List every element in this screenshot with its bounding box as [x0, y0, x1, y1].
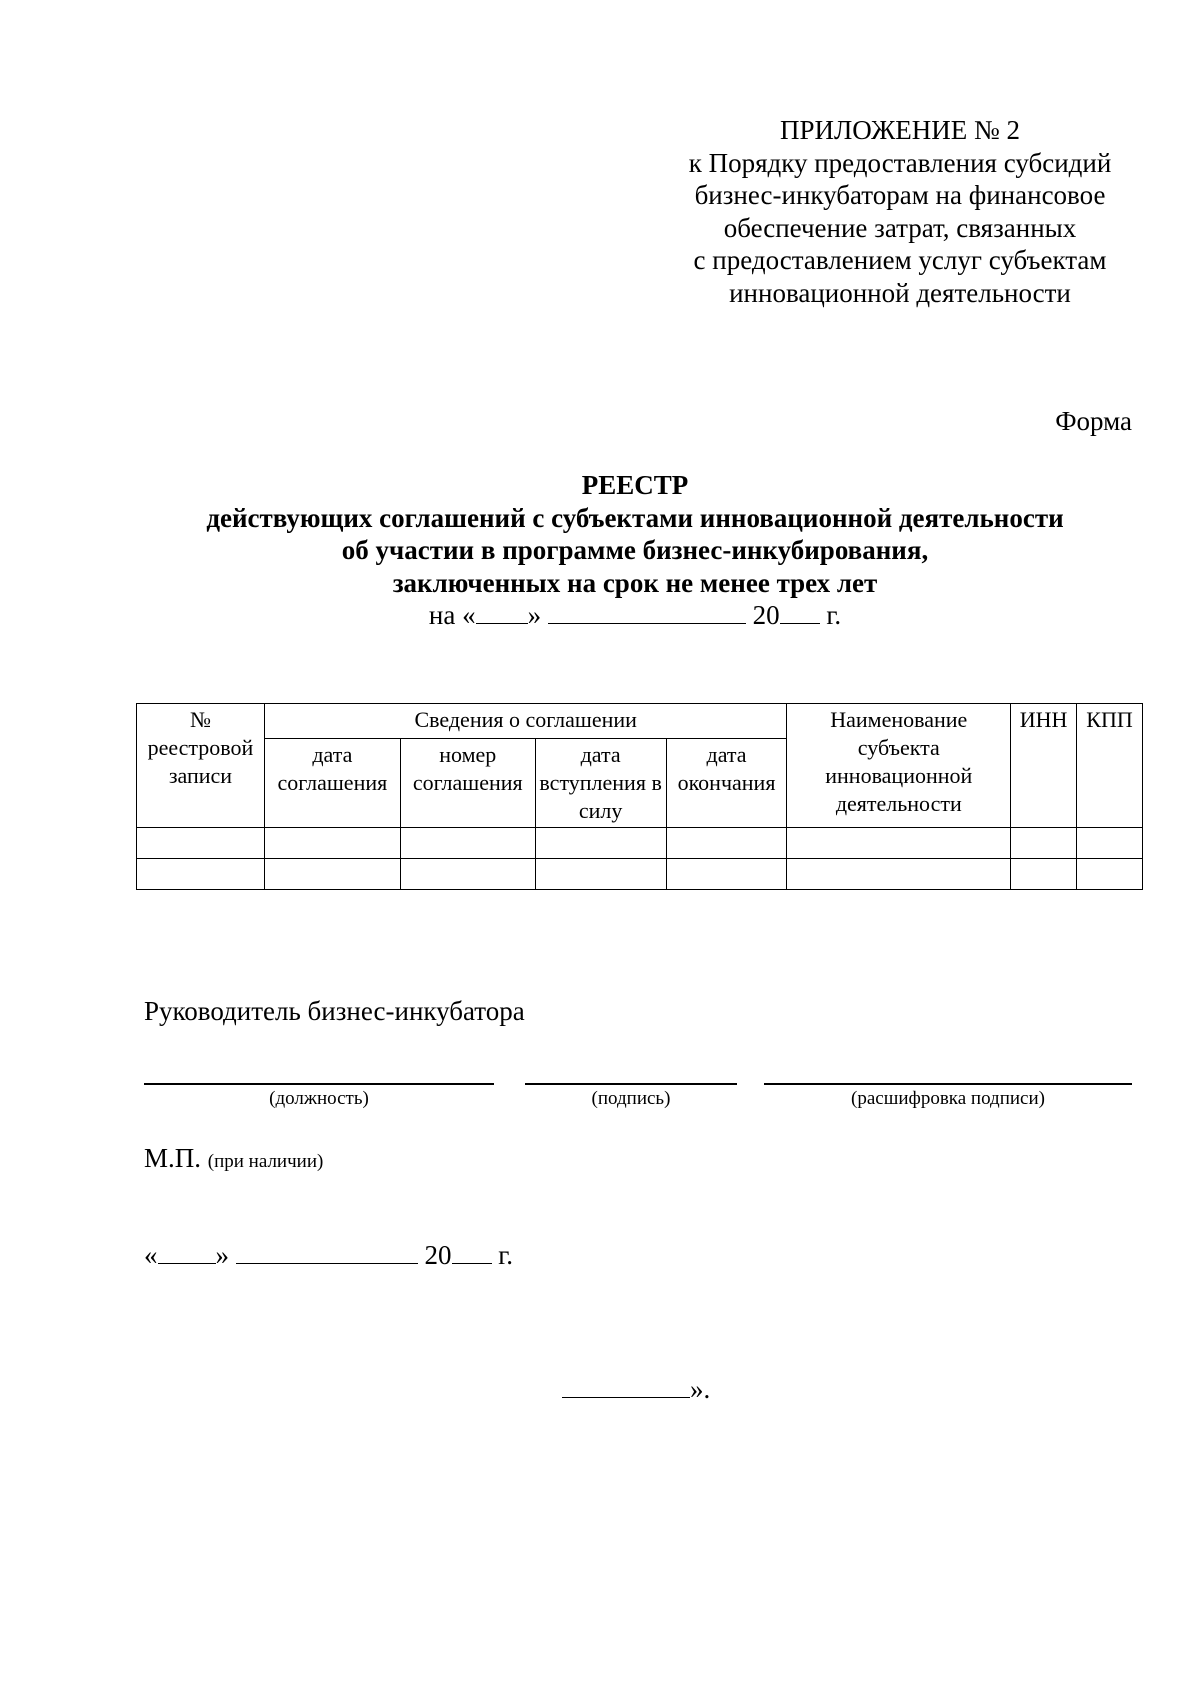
header-effective-date: дата вступления в силу: [535, 739, 666, 828]
year-blank[interactable]: [452, 1241, 492, 1264]
table-cell[interactable]: [137, 859, 265, 890]
appendix-line: обеспечение затрат, связанных: [723, 212, 1077, 243]
header-subject-name: Наименование субъекта инновационной деятельности: [787, 704, 1011, 828]
month-blank: [548, 601, 746, 624]
table-cell[interactable]: [400, 859, 535, 890]
day-blank: [476, 601, 528, 624]
signature-caption: (подпись): [591, 1088, 671, 1109]
registry-table: [136, 703, 1143, 890]
table-cell[interactable]: [137, 828, 265, 859]
document-title: [0, 469, 1200, 632]
table-cell[interactable]: [264, 828, 400, 859]
header-agreement-date: дата соглашения: [264, 739, 400, 828]
position-caption: (должность): [269, 1088, 369, 1109]
date-prefix: на «: [428, 600, 476, 630]
table-cell[interactable]: [787, 859, 1011, 890]
stamp-label: М.П.: [144, 1143, 202, 1173]
title-line: действующих соглашений с субъектами инновационной деятельности: [206, 502, 1064, 533]
form-label: Форма: [1055, 406, 1132, 436]
appendix-line: с предоставлением услуг субъектам: [693, 245, 1107, 275]
table-cell[interactable]: [666, 828, 787, 859]
date-close: »: [215, 1240, 229, 1270]
stamp-place: [144, 1143, 323, 1174]
header-kpp: КПП: [1077, 704, 1143, 828]
end-blank: [562, 1375, 690, 1398]
signature-decoding-caption: (расшифровка подписи): [851, 1088, 1045, 1109]
table-row: [137, 828, 1143, 859]
appendix-line: бизнес-инкубаторам на финансовое: [694, 180, 1106, 210]
table-cell[interactable]: [1011, 859, 1077, 890]
table-cell[interactable]: [535, 859, 666, 890]
position-line[interactable]: [144, 1083, 494, 1085]
appendix-line: инновационной деятельности: [729, 277, 1071, 308]
title-heading: РЕЕСТР: [581, 470, 689, 500]
end-quote: ».: [690, 1374, 711, 1404]
table-cell[interactable]: [787, 828, 1011, 859]
signature-date: [144, 1240, 513, 1271]
table-cell[interactable]: [1077, 828, 1143, 859]
day-blank[interactable]: [158, 1241, 216, 1264]
header-end-date: дата окончания: [666, 739, 787, 828]
header-row: [137, 704, 1143, 739]
title-line: заключенных на срок не менее трех лет: [392, 567, 878, 598]
year-blank: [780, 601, 820, 624]
title-line: об участии в программе бизнес-инкубирования,: [341, 535, 929, 565]
date-year: 20: [424, 1240, 452, 1270]
appendix-line: к Порядку предоставления субсидий: [688, 147, 1112, 178]
stamp-note: (при наличии): [207, 1151, 324, 1172]
date-year: 20: [752, 600, 780, 630]
table-cell[interactable]: [535, 828, 666, 859]
title-date-line: [0, 599, 1200, 632]
date-suffix: г.: [826, 600, 842, 630]
header-record-number: № реестровой записи: [137, 704, 265, 828]
appendix-header: [640, 114, 1160, 309]
signer-title: Руководитель бизнес-инкубатора: [144, 996, 525, 1026]
header-inn: ИНН: [1011, 704, 1077, 828]
table-cell[interactable]: [264, 859, 400, 890]
header-agreement-number: номер соглашения: [400, 739, 535, 828]
signature-line[interactable]: [525, 1083, 737, 1085]
month-blank[interactable]: [236, 1241, 418, 1264]
table-cell[interactable]: [1077, 859, 1143, 890]
appendix-line: ПРИЛОЖЕНИЕ № 2: [779, 115, 1021, 145]
table-cell[interactable]: [666, 859, 787, 890]
date-mid: »: [527, 600, 542, 630]
table-cell[interactable]: [1011, 828, 1077, 859]
date-open: «: [144, 1240, 158, 1270]
table-row: [137, 859, 1143, 890]
date-suffix: г.: [498, 1240, 514, 1270]
signature-decoding-line[interactable]: [764, 1083, 1132, 1085]
table-cell[interactable]: [400, 828, 535, 859]
header-agreement-info: Сведения о соглашении: [264, 704, 787, 739]
end-mark: [562, 1374, 710, 1405]
